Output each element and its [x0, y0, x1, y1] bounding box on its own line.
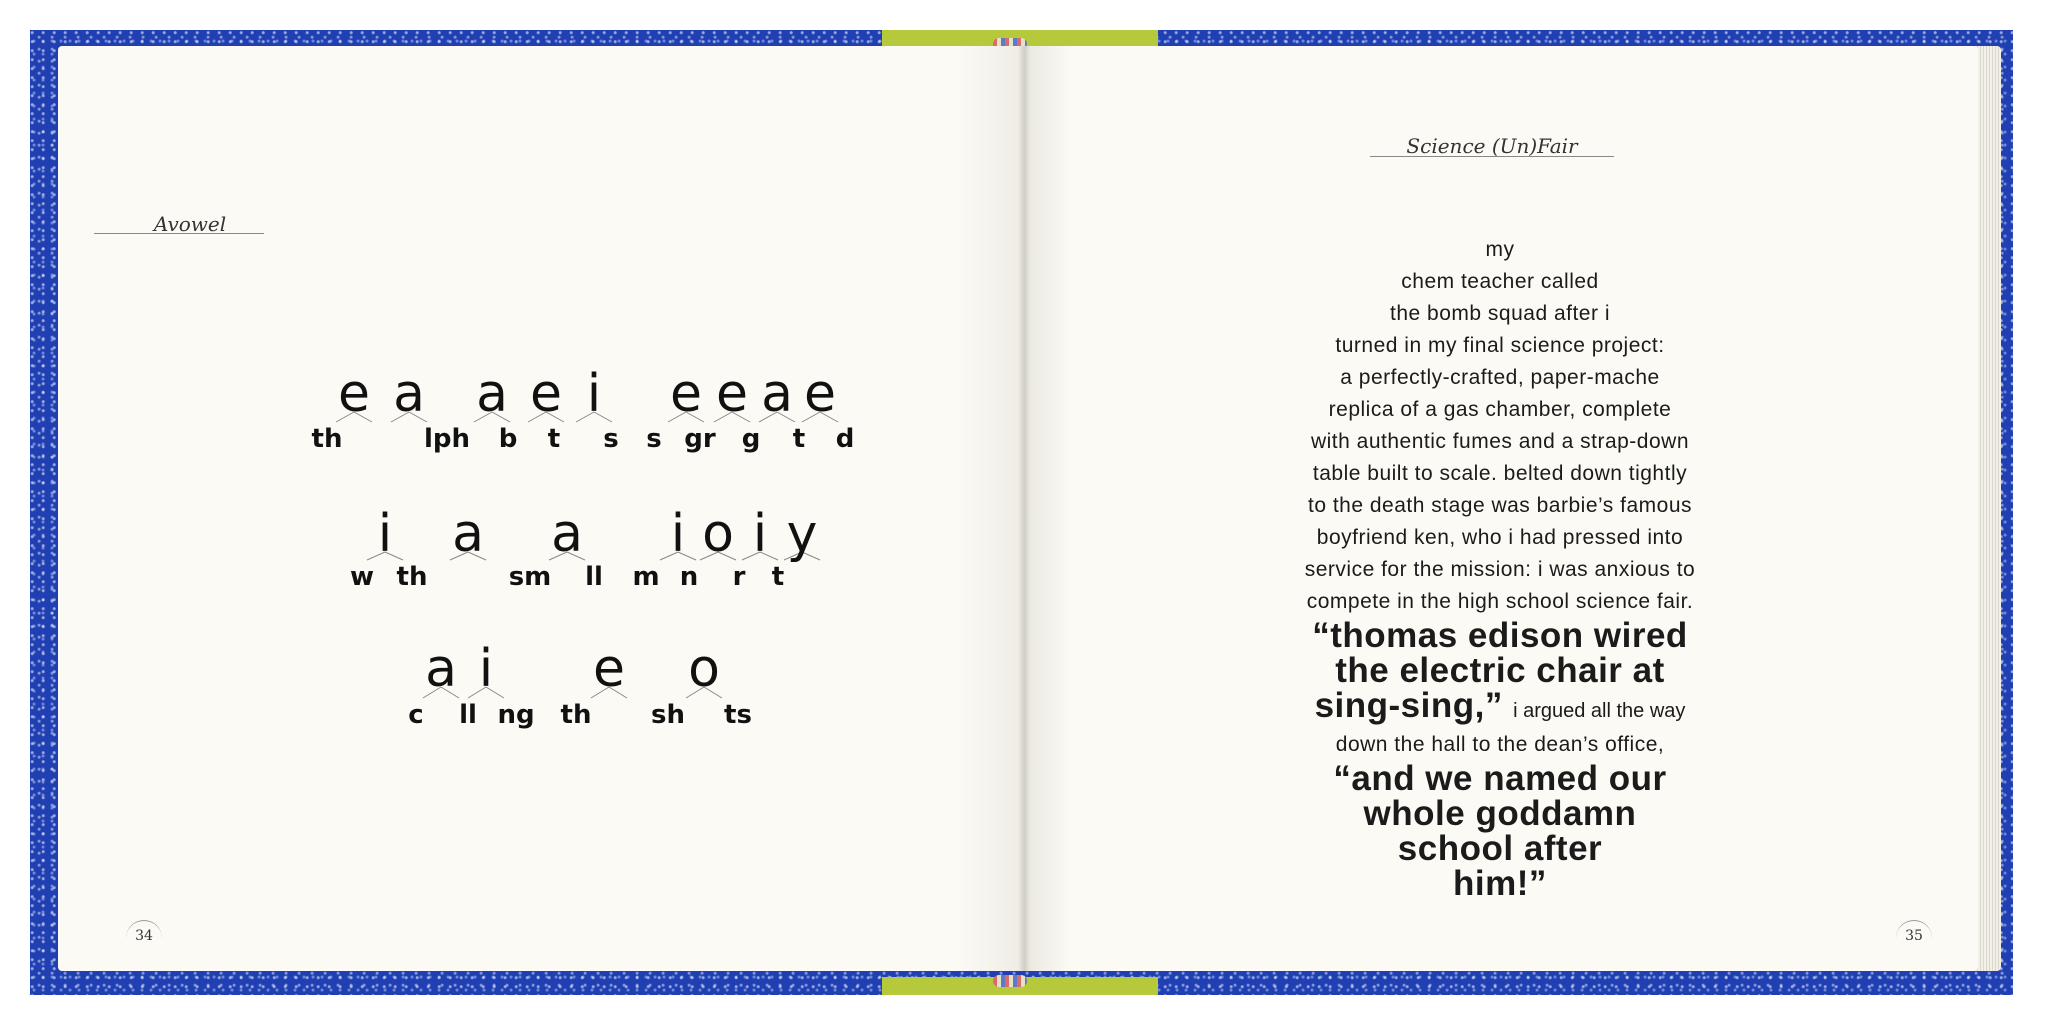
- poem-quote-line: whole goddamn: [1363, 794, 1637, 833]
- vowel-letter: a: [761, 364, 793, 424]
- book-gutter: [1018, 46, 1030, 971]
- poem-line: turned in my final science project:: [1335, 334, 1665, 357]
- consonant-cluster: b: [498, 424, 518, 454]
- consonant-cluster: s: [603, 424, 619, 454]
- left-page: [58, 46, 1024, 971]
- vowel-letter: e: [338, 364, 370, 424]
- consonant-cluster: th: [560, 700, 592, 730]
- consonant-cluster: w: [349, 562, 375, 592]
- vowel-letter: e: [670, 364, 702, 424]
- poem-quote-fragment: sing-sing,”: [1314, 686, 1503, 725]
- consonant-cluster: t: [792, 424, 806, 454]
- consonant-cluster: ll: [459, 700, 477, 730]
- poem-quote-line: “thomas edison wired: [1312, 616, 1688, 655]
- vowel-letter: o: [688, 639, 720, 699]
- vowel-letter: a: [551, 504, 583, 564]
- vowel-letter: a: [425, 639, 457, 699]
- poem-line: with authentic fumes and a strap-down: [1310, 430, 1690, 453]
- vowel-letter: i: [377, 504, 393, 564]
- vowel-letter: o: [702, 504, 734, 564]
- page-edges: [1975, 46, 2001, 971]
- consonant-cluster: lph: [423, 424, 471, 454]
- consonant-cluster: ll: [585, 562, 603, 592]
- poem-line: replica of a gas chamber, complete: [1328, 398, 1672, 421]
- poem-line: the bomb squad after i: [1390, 302, 1610, 325]
- poem-line: compete in the high school science fair.: [1306, 590, 1694, 613]
- poem-line: to the death stage was barbie’s famous: [1307, 494, 1692, 517]
- vowel-letter: e: [804, 364, 836, 424]
- vowel-letter: y: [786, 504, 818, 564]
- poem-quote-line: the electric chair at: [1335, 651, 1665, 690]
- vowel-letter: e: [716, 364, 748, 424]
- right-page-title: Science (Un)Fair: [1406, 134, 1578, 158]
- consonant-cluster: g: [741, 424, 761, 454]
- consonant-cluster: ts: [724, 700, 752, 730]
- consonant-cluster: d: [835, 424, 855, 454]
- consonant-cluster: t: [547, 424, 561, 454]
- left-page-title: Avowel: [153, 212, 227, 236]
- consonant-cluster: sm: [508, 562, 552, 592]
- poem-quote-line: him!”: [1453, 864, 1547, 903]
- poem-line: table built to scale. belted down tightly: [1312, 462, 1688, 485]
- poem-line: my: [1485, 238, 1515, 261]
- consonant-cluster: s: [646, 424, 662, 454]
- poem-line: down the hall to the dean’s office,: [1335, 733, 1665, 756]
- poem-line: boyfriend ken, who i had pressed into: [1316, 526, 1684, 549]
- right-page-number: 35: [1896, 920, 1932, 947]
- poem-inline-text: i argued all the way: [1513, 700, 1686, 722]
- vowel-letter: i: [752, 504, 768, 564]
- consonant-cluster: m: [632, 562, 660, 592]
- vowel-letter: e: [530, 364, 562, 424]
- consonant-cluster: sh: [651, 700, 685, 730]
- vowel-letter: i: [586, 364, 602, 424]
- headband-bottom: [993, 975, 1027, 987]
- vowel-letter: a: [476, 364, 508, 424]
- poem-quote-line: “and we named our: [1333, 759, 1667, 798]
- vowel-letter: a: [393, 364, 425, 424]
- consonant-cluster: r: [732, 562, 746, 592]
- vowel-letter: i: [478, 639, 494, 699]
- poem-quote-line: school after: [1397, 829, 1603, 868]
- consonant-cluster: th: [396, 562, 428, 592]
- poem-line: chem teacher called: [1401, 270, 1599, 293]
- poem-line: a perfectly-crafted, paper-mache: [1340, 366, 1660, 389]
- poem-line: service for the mission: i was anxious to: [1304, 558, 1696, 581]
- left-page-number: 34: [126, 920, 162, 947]
- consonant-cluster: th: [311, 424, 343, 454]
- consonant-cluster: ng: [497, 700, 535, 730]
- science-unfair-poem: [1240, 234, 1760, 901]
- vowel-letter: a: [452, 504, 484, 564]
- vowel-letter: i: [670, 504, 686, 564]
- consonant-cluster: n: [679, 562, 699, 592]
- consonant-cluster: t: [771, 562, 785, 592]
- consonant-cluster: c: [408, 700, 424, 730]
- vowel-letter: e: [593, 639, 625, 699]
- consonant-cluster: gr: [684, 424, 716, 454]
- poem-quote-line: [1240, 688, 1760, 729]
